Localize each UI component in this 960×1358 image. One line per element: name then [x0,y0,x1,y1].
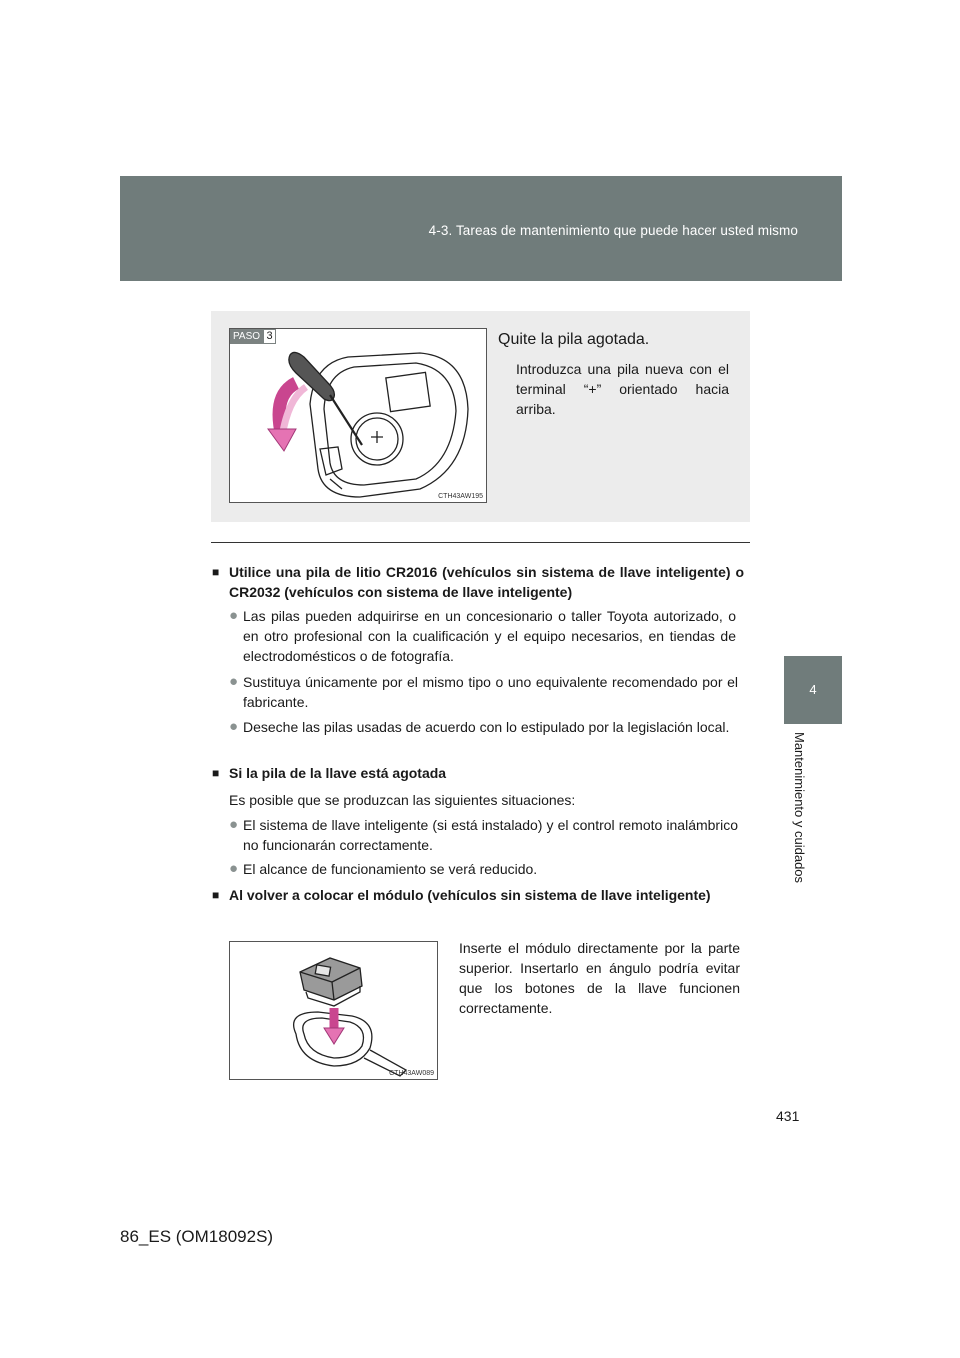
step-badge-number: 3 [263,329,276,344]
square-bullet: ■ [212,888,220,902]
circle-bullet: ● [229,673,239,690]
chapter-label: Mantenimiento y cuidados [792,732,807,884]
note-battery-dispose: Deseche las pilas usadas de acuerdo con lo estipulado por la legislación local. [243,719,730,735]
footer-code: 86_ES (OM18092S) [120,1227,274,1246]
chapter-number: 4 [809,682,817,697]
note-range-reduced: El alcance de funcionamiento se verá reducido. [243,861,538,877]
note-module-title: Al volver a colocar el módulo (vehículos sin sistema de llave inteligente) [229,887,711,903]
square-bullet: ■ [212,766,220,780]
header-band [120,176,842,281]
figure-code: CTH43AW195 [438,493,483,500]
page-number: 431 [776,1108,800,1124]
circle-bullet: ● [229,607,239,624]
note-battery-type-title: Utilice una pila de litio CR2016 (vehículos sin sistema de llave inteligente) o CR2032 (vehículos con sistema de llave inteligente) [229,564,744,600]
circle-bullet: ● [229,816,239,833]
section-title: 4-3. Tareas de mantenimiento que puede hacer usted mismo [428,223,798,238]
section-divider [211,542,750,543]
square-bullet: ■ [212,565,220,579]
chapter-tab [784,656,842,724]
note-smart-key-fail: El sistema de llave inteligente (si está instalado) y el control remoto inalámbrico no funcionarán correctamente. [243,817,738,853]
module-insert-figure [229,941,438,1080]
key-battery-illustration [230,329,486,502]
battery-removal-figure [229,328,487,503]
note-battery-purchase: Las pilas pueden adquirirse en un concesionario o taller Toyota autorizado, o en otro profesional con la cualificación y el equipo necesarios, en tiendas de electrodomésticos o de fotografía. [243,608,736,664]
figure-code: CTH43AW089 [389,1070,434,1077]
step-title: Quite la pila agotada. [498,331,650,348]
step-panel [211,311,750,522]
circle-bullet: ● [229,718,239,735]
circle-bullet: ● [229,860,239,877]
note-battery-dead-intro: Es posible que se produzcan las siguientes situaciones: [229,792,576,808]
module-insert-illustration [230,942,437,1079]
step-badge-label: PASO [230,329,263,344]
note-module-body: Inserte el módulo directamente por la parte superior. Insertarlo en ángulo podría evitar que los botones de la llave funcionen correctamente. [459,940,740,1016]
note-battery-replace: Sustituya únicamente por el mismo tipo o uno equivalente recomendado por el fabricante. [243,674,738,710]
note-battery-dead-title: Si la pila de la llave está agotada [229,765,447,781]
step-body: Introduzca una pila nueva con el terminal “+” orientado hacia arriba. [516,361,729,417]
